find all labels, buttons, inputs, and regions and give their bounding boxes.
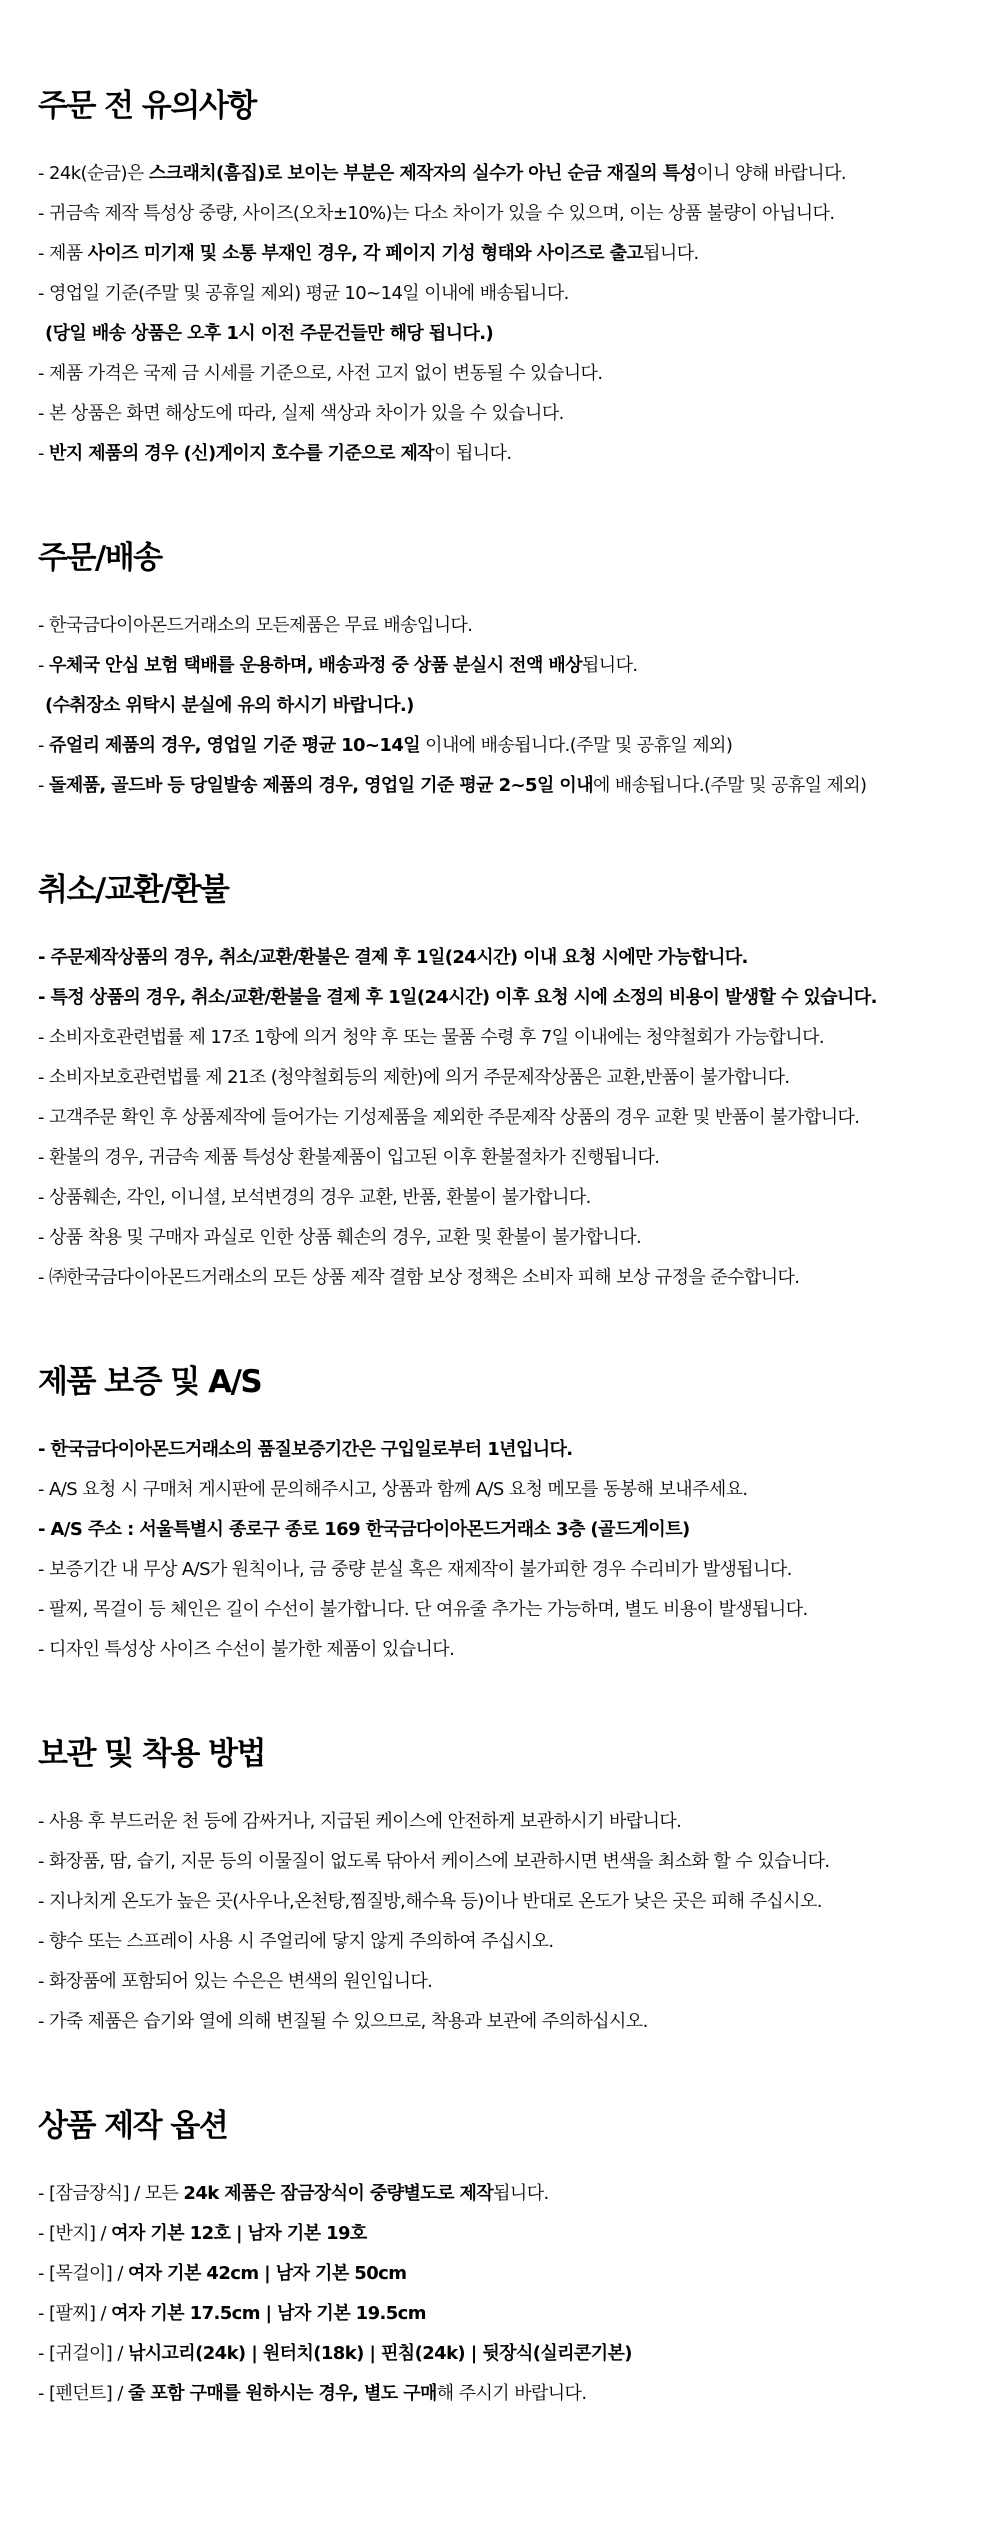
notice-line xyxy=(38,194,962,234)
notice-list xyxy=(38,2174,962,2414)
notice-line xyxy=(38,1590,962,1630)
notice-line xyxy=(38,2254,962,2294)
notice-text: 됩니다. xyxy=(582,655,638,676)
notice-section xyxy=(38,86,962,474)
notice-text: - 제품 xyxy=(38,243,88,264)
notice-line xyxy=(38,2174,962,2214)
notice-text-bold: - 특정 상품의 경우, 취소/교환/환불을 결제 후 1일(24시간) 이후 요청 시에 소정의 비용이 발생할 수 있습니다. xyxy=(38,987,877,1008)
notice-text: - 귀금속 제작 특성상 중량, 사이즈(오차±10%)는 다소 차이가 있을 수 있으며, 이는 상품 불량이 아닙니다. xyxy=(38,203,835,224)
notice-text: - 제품 가격은 국제 금 시세를 기준으로, 사전 고지 없이 변동될 수 있습니다. xyxy=(38,363,603,384)
notice-text: 해 주시기 바랍니다. xyxy=(436,2383,587,2404)
notice-text: - 상품 착용 및 구매자 과실로 인한 상품 훼손의 경우, 교환 및 환불이 불가합니다. xyxy=(38,1227,642,1248)
notice-line xyxy=(38,1510,962,1550)
notice-text-bold: 여자 기본 17.5cm | 남자 기본 19.5cm xyxy=(111,2303,426,2324)
notice-text: - 보증기간 내 무상 A/S가 원칙이나, 금 중량 분실 혹은 재제작이 불가피한 경우 수리비가 발생됩니다. xyxy=(38,1559,792,1580)
notice-text: - 화장품에 포함되어 있는 수은은 변색의 원인입니다. xyxy=(38,1971,433,1992)
notice-line xyxy=(38,766,962,806)
notice-section xyxy=(38,1734,962,2042)
notice-list xyxy=(38,606,962,806)
notice-line xyxy=(38,1218,962,1258)
notice-text: 됩니다. xyxy=(493,2183,549,2204)
notice-line xyxy=(38,726,962,766)
notice-line xyxy=(38,1962,962,2002)
notice-text: - 지나치게 온도가 높은 곳(사우나,온천탕,찜질방,해수욕 등)이나 반대로 온도가 낮은 곳은 피해 주십시오. xyxy=(38,1891,822,1912)
notice-text: - ㈜한국금다이아몬드거래소의 모든 상품 제작 결함 보상 정책은 소비자 피해 보상 규정을 준수합니다. xyxy=(38,1267,800,1288)
notice-text: 됩니다. xyxy=(643,243,699,264)
notice-line xyxy=(38,2214,962,2254)
notice-section xyxy=(38,1362,962,1670)
notice-text: - 소비자호관련법률 제 17조 1항에 의거 청약 후 또는 물품 수령 후 7일 이내에는 청약철회가 가능합니다. xyxy=(38,1027,824,1048)
notice-line xyxy=(38,646,962,686)
notice-line xyxy=(38,1802,962,1842)
notice-line xyxy=(38,1630,962,1670)
notice-text: - [귀걸이] / xyxy=(38,2343,128,2364)
section-heading: 보관 및 착용 방법 xyxy=(38,1736,265,1772)
notice-text: - xyxy=(38,655,50,676)
notice-text: - [펜던트] / xyxy=(38,2383,128,2404)
notice-line xyxy=(38,1470,962,1510)
notice-text: - [반지] / xyxy=(38,2223,112,2244)
notice-text: - xyxy=(38,735,50,756)
notice-line xyxy=(38,1922,962,1962)
notice-text: - 상품훼손, 각인, 이니셜, 보석변경의 경우 교환, 반품, 환불이 불가합니다. xyxy=(38,1187,591,1208)
notice-line xyxy=(38,434,962,474)
section-heading: 상품 제작 옵션 xyxy=(38,2108,228,2144)
notice-line xyxy=(38,2002,962,2042)
notice-list xyxy=(38,154,962,474)
notice-text: - 한국금다이아몬드거래소의 모든제품은 무료 배송입니다. xyxy=(38,615,473,636)
notice-text-bold: 사이즈 미기재 및 소통 부재인 경우, 각 페이지 기성 형태와 사이즈로 출고 xyxy=(87,243,644,264)
notice-line xyxy=(38,1018,962,1058)
notice-list xyxy=(38,938,962,1298)
section-heading: 제품 보증 및 A/S xyxy=(38,1364,262,1400)
section-heading: 주문 전 유의사항 xyxy=(38,88,256,124)
notice-text-bold: 여자 기본 42cm | 남자 기본 50cm xyxy=(127,2263,407,2284)
notice-text-bold: 여자 기본 12호 | 남자 기본 19호 xyxy=(111,2223,367,2244)
notice-line xyxy=(38,2294,962,2334)
notice-line xyxy=(38,274,962,314)
notice-text: - 24k(순금)은 xyxy=(38,163,149,184)
notice-line xyxy=(38,606,962,646)
notice-line xyxy=(38,1550,962,1590)
notice-line xyxy=(38,154,962,194)
notice-line xyxy=(38,978,962,1018)
notice-text: - [잠금장식] / 모든 xyxy=(38,2183,184,2204)
notice-text: - 영업일 기준(주말 및 공휴일 제외) 평균 10~14일 이내에 배송됩니다. xyxy=(38,283,569,304)
notice-text: - 가죽 제품은 습기와 열에 의해 변질될 수 있으므로, 착용과 보관에 주의하십시오. xyxy=(38,2011,648,2032)
notice-text-bold: 반지 제품의 경우 (신)게이지 호수를 기준으로 제작 xyxy=(49,443,435,464)
notice-list xyxy=(38,1430,962,1670)
notice-line xyxy=(38,686,962,726)
notice-text: - [목걸이] / xyxy=(38,2263,128,2284)
notice-list xyxy=(38,1802,962,2042)
notice-text: - 향수 또는 스프레이 사용 시 주얼리에 닿지 않게 주의하여 주십시오. xyxy=(38,1931,554,1952)
notice-text-bold: 24k 제품은 잠금장식이 중량별도로 제작 xyxy=(183,2183,494,2204)
notice-text-bold: - 주문제작상품의 경우, 취소/교환/환불은 결제 후 1일(24시간) 이내 요청 시에만 가능합니다. xyxy=(38,947,748,968)
notice-line xyxy=(38,1098,962,1138)
section-heading: 취소/교환/환불 xyxy=(38,872,229,908)
notice-text-bold: 쥬얼리 제품의 경우, 영업일 기준 평균 10~14일 xyxy=(49,735,421,756)
notice-text-bold: 줄 포함 구매를 원하시는 경우, 별도 구매 xyxy=(127,2383,437,2404)
notice-text: - 팔찌, 목걸이 등 체인은 길이 수선이 불가합니다. 단 여유줄 추가는 가능하며, 별도 비용이 발생됩니다. xyxy=(38,1599,808,1620)
notice-section xyxy=(38,2106,962,2414)
notice-text: - 고객주문 확인 후 상품제작에 들어가는 기성제품을 제외한 주문제작 상품의 경우 교환 및 반품이 불가합니다. xyxy=(38,1107,860,1128)
notice-text: 이내에 배송됩니다.(주말 및 공휴일 제외) xyxy=(420,735,733,756)
notice-line xyxy=(38,1058,962,1098)
notice-line xyxy=(38,234,962,274)
notice-text: - A/S 요청 시 구매처 게시판에 문의해주시고, 상품과 함께 A/S 요청 메모를 동봉해 보내주세요. xyxy=(38,1479,748,1500)
notice-text: - 화장품, 땀, 습기, 지문 등의 이물질이 없도록 닦아서 케이스에 보관하시면 변색을 최소화 할 수 있습니다. xyxy=(38,1851,830,1872)
notice-line xyxy=(38,1842,962,1882)
notice-line xyxy=(38,1258,962,1298)
notice-text: - [팔찌] / xyxy=(38,2303,112,2324)
notice-line xyxy=(38,394,962,434)
notice-section xyxy=(38,538,962,806)
notice-text: 이 됩니다. xyxy=(434,443,512,464)
notice-line xyxy=(38,2374,962,2414)
notice-line xyxy=(38,1430,962,1470)
notice-text-bold: 낚시고리(24k) | 원터치(18k) | 핀침(24k) | 뒷장식(실리콘기본) xyxy=(127,2343,632,2364)
notice-line xyxy=(38,2334,962,2374)
notice-text: - xyxy=(38,775,50,796)
notice-line xyxy=(38,314,962,354)
notice-line xyxy=(38,1138,962,1178)
notice-line xyxy=(38,1178,962,1218)
notice-text-bold: 우체국 안심 보험 택배를 운용하며, 배송과정 중 상품 분실시 전액 배상 xyxy=(49,655,582,676)
notice-text-bold: - A/S 주소 : 서울특별시 종로구 종로 169 한국금다이아몬드거래소 3층 (골드게이트) xyxy=(38,1519,690,1540)
notice-text-bold: (수취장소 위탁시 분실에 유의 하시기 바랍니다.) xyxy=(45,695,414,716)
notice-line xyxy=(38,1882,962,1922)
notice-text: 에 배송됩니다.(주말 및 공휴일 제외) xyxy=(593,775,867,796)
notice-text-bold: 돌제품, 골드바 등 당일발송 제품의 경우, 영업일 기준 평균 2~5일 이내 xyxy=(49,775,593,796)
notice-section xyxy=(38,870,962,1298)
notice-text: - 디자인 특성상 사이즈 수선이 불가한 제품이 있습니다. xyxy=(38,1639,455,1660)
notice-line xyxy=(38,354,962,394)
notice-text: - 소비자보호관련법률 제 21조 (청약철회등의 제한)에 의거 주문제작상품은 교환,반품이 불가합니다. xyxy=(38,1067,790,1088)
notice-text: - xyxy=(38,443,50,464)
notice-text: 이니 양해 바랍니다. xyxy=(696,163,846,184)
notice-line xyxy=(38,938,962,978)
notice-text-bold: - 한국금다이아몬드거래소의 품질보증기간은 구입일로부터 1년입니다. xyxy=(38,1439,573,1460)
notice-text: - 사용 후 부드러운 천 등에 감싸거나, 지급된 케이스에 안전하게 보관하시기 바랍니다. xyxy=(38,1811,682,1832)
section-heading: 주문/배송 xyxy=(38,540,162,576)
notice-text-bold: 스크래치(흠집)로 보이는 부분은 제작자의 실수가 아닌 순금 재질의 특성 xyxy=(148,163,697,184)
notice-text: - 환불의 경우, 귀금속 제품 특성상 환불제품이 입고된 이후 환불절차가 진행됩니다. xyxy=(38,1147,660,1168)
sections-container xyxy=(38,86,962,2414)
notice-text: - 본 상품은 화면 해상도에 따라, 실제 색상과 차이가 있을 수 있습니다. xyxy=(38,403,564,424)
notice-text-bold: (당일 배송 상품은 오후 1시 이전 주문건들만 해당 됩니다.) xyxy=(45,323,494,344)
